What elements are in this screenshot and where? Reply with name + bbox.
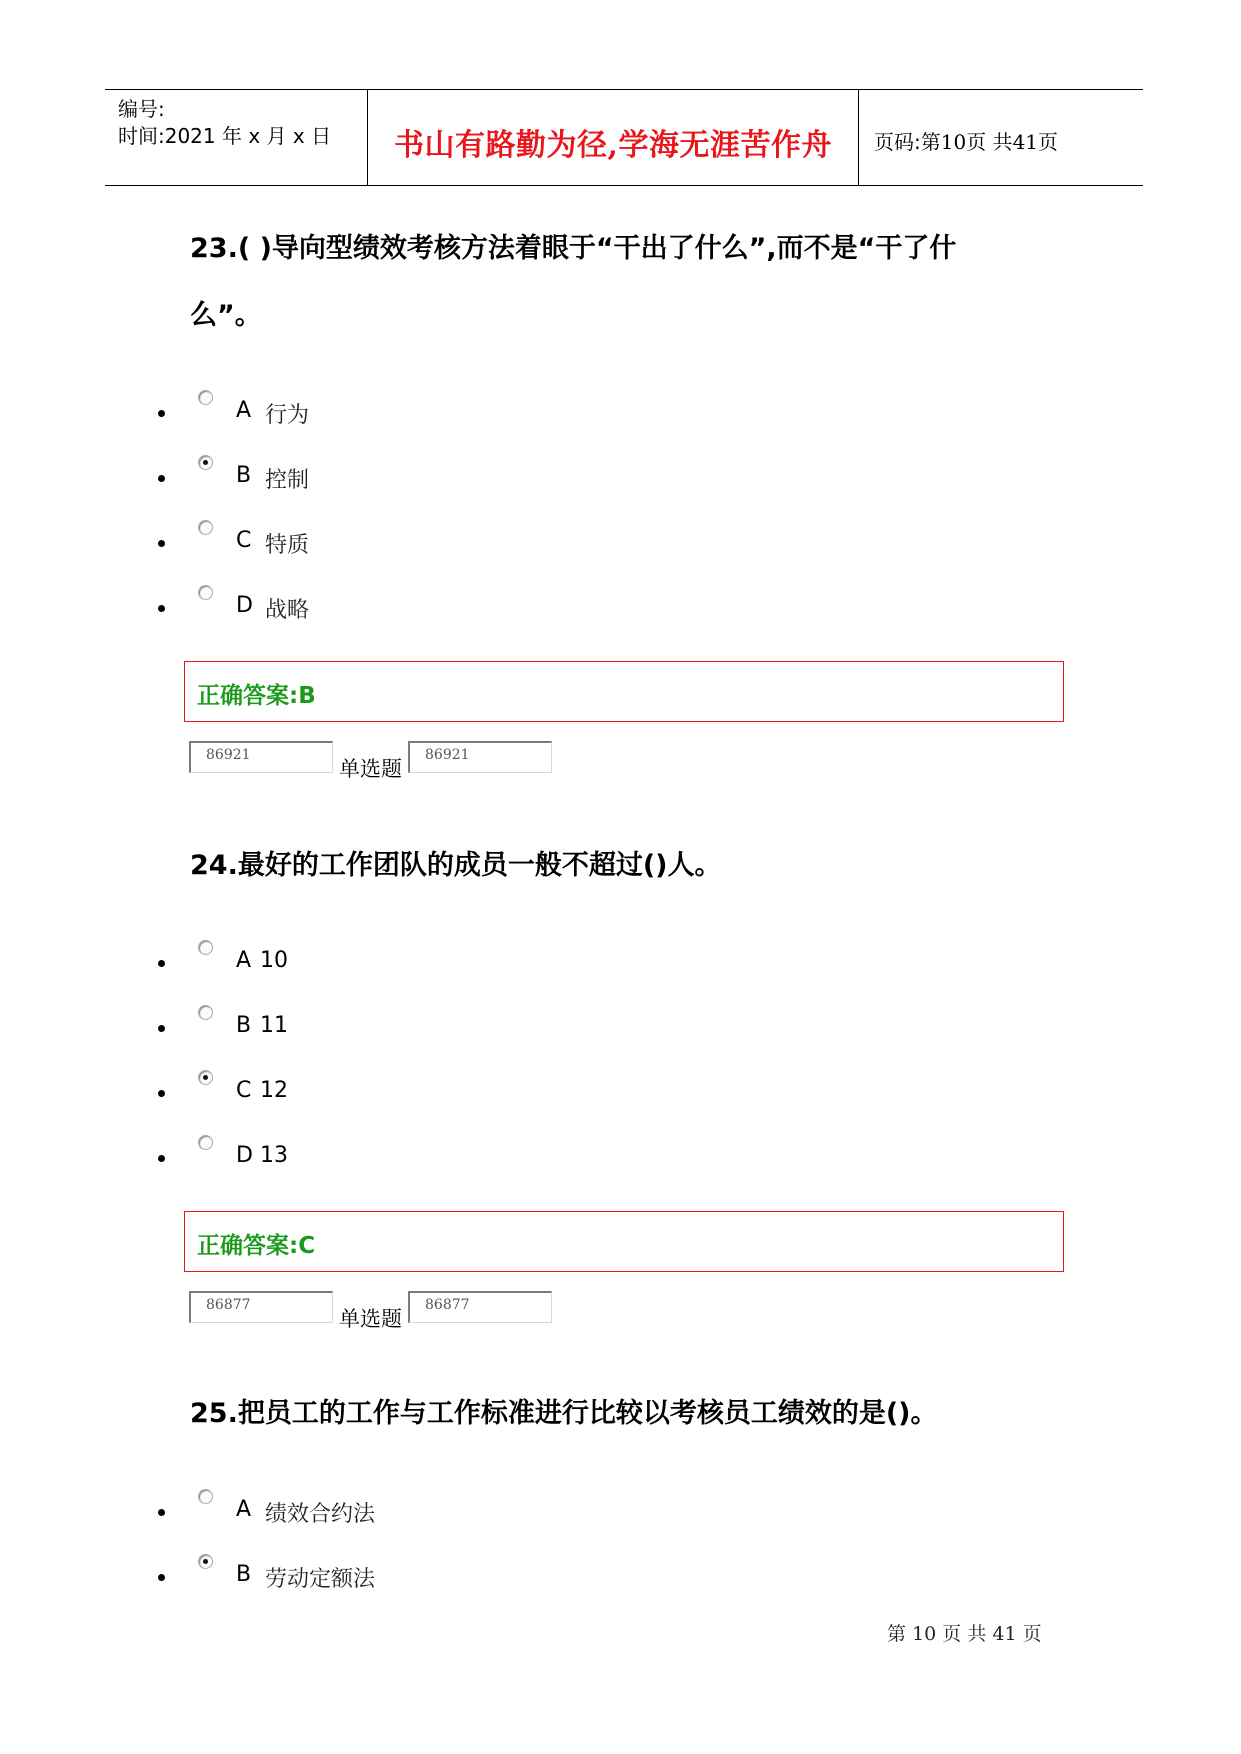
option-text: 12 (260, 1078, 288, 1103)
question-title: 25.把员工的工作与工作标准进行比较以考核员工绩效的是()。 (190, 1398, 938, 1429)
question-type-label: 单选题 (339, 1307, 402, 1331)
correct-answer: 正确答案:C (197, 1233, 316, 1259)
option-letter: C (236, 528, 252, 553)
option-text: 绩效合约法 (265, 1502, 376, 1527)
option-letter: D (236, 1143, 253, 1168)
bullet-icon (158, 1090, 165, 1097)
question-id-field[interactable]: 86921 (189, 741, 333, 773)
bullet-icon (158, 540, 165, 547)
header-page-cell (859, 90, 1143, 185)
question-id-field-secondary[interactable]: 86877 (408, 1291, 552, 1323)
radio-button[interactable] (198, 1489, 213, 1504)
option-letter: C (236, 1078, 252, 1103)
bullet-icon (158, 960, 165, 967)
option-text: 11 (260, 1013, 288, 1038)
radio-button[interactable] (198, 940, 213, 955)
radio-button-selected[interactable] (198, 455, 213, 470)
motto: 书山有路勤为径,学海无涯苦作舟 (394, 128, 832, 163)
option-letter: B (236, 1013, 252, 1038)
number-label: 编号: (118, 97, 165, 121)
bullet-icon (158, 475, 165, 482)
answer-box (184, 661, 1064, 722)
question-type-label: 单选题 (339, 757, 402, 781)
option-letter: A (236, 948, 252, 973)
time-label: 时间:2021 年 x 月 x 日 (118, 124, 332, 148)
radio-button-selected[interactable] (198, 1070, 213, 1085)
option-text: 13 (260, 1143, 288, 1168)
header-info-cell (105, 90, 367, 185)
radio-dot-icon (203, 460, 208, 465)
bullet-icon (158, 1509, 165, 1516)
radio-button-selected[interactable] (198, 1554, 213, 1569)
option-letter: D (236, 593, 253, 618)
bullet-icon (158, 1574, 165, 1581)
bullet-icon (158, 1155, 165, 1162)
bullet-icon (158, 605, 165, 612)
option-letter: B (236, 1562, 252, 1587)
radio-button[interactable] (198, 390, 213, 405)
bullet-icon (158, 1025, 165, 1032)
radio-button[interactable] (198, 1005, 213, 1020)
answer-box (184, 1211, 1064, 1272)
option-letter: A (236, 398, 252, 423)
radio-button[interactable] (198, 1135, 213, 1150)
option-letter: B (236, 463, 252, 488)
bullet-icon (158, 410, 165, 417)
radio-dot-icon (203, 1075, 208, 1080)
option-text: 特质 (265, 533, 310, 558)
question-id-field-secondary[interactable]: 86921 (408, 741, 552, 773)
option-text: 10 (260, 948, 288, 973)
question-title: 23.( )导向型绩效考核方法着眼于“干出了什么”,而不是“干了什 (190, 233, 957, 264)
option-text: 控制 (265, 468, 310, 493)
question-title: 24.最好的工作团队的成员一般不超过()人。 (190, 850, 722, 881)
page-code: 页码:第10页 共41页 (874, 130, 1059, 154)
correct-answer: 正确答案:B (197, 683, 316, 709)
question-title-continued: 么”。 (190, 300, 262, 331)
option-text: 战略 (265, 598, 310, 623)
radio-dot-icon (203, 1559, 208, 1564)
header-motto-cell (367, 90, 859, 185)
page-footer: 第 10 页 共 41 页 (887, 1623, 1042, 1645)
question-id-field[interactable]: 86877 (189, 1291, 333, 1323)
option-letter: A (236, 1497, 252, 1522)
radio-button[interactable] (198, 585, 213, 600)
option-text: 劳动定额法 (265, 1567, 376, 1592)
radio-button[interactable] (198, 520, 213, 535)
document-header (105, 89, 1143, 186)
option-text: 行为 (265, 403, 310, 428)
